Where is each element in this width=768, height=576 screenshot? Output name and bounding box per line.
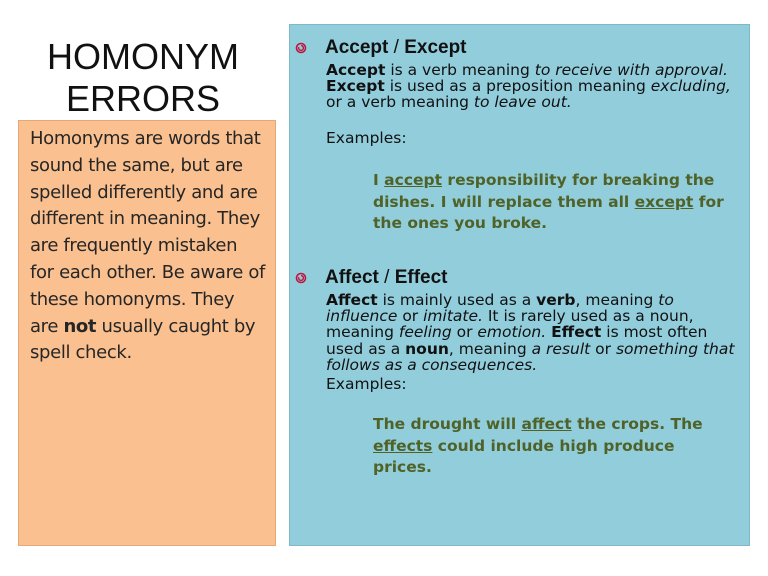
def-italic: to influence — [326, 291, 674, 326]
example-underlined-word: effects — [373, 436, 433, 455]
example-text: The drought will — [373, 415, 522, 433]
example-accept-except — [373, 170, 733, 235]
def-bold: verb — [536, 291, 576, 309]
example-text: for the ones you broke. — [373, 192, 724, 232]
example-text: could include high produce prices. — [373, 436, 675, 476]
example-text: responsibility for breaking the dishes. I will replace them all — [373, 171, 715, 211]
example-text: the crops. The — [571, 415, 703, 433]
def-italic: to receive with approval. — [534, 61, 728, 79]
def-term-affect: Affect — [326, 291, 378, 309]
def-text: or — [451, 323, 478, 342]
heading-effect: Effect — [394, 267, 448, 288]
slide-title-line1: HOMONYM — [47, 36, 239, 77]
def-text: is most often used as a — [326, 323, 708, 358]
def-text: , meaning — [448, 339, 532, 358]
intro-panel — [18, 120, 276, 546]
example-underlined-word: except — [634, 192, 694, 211]
heading-affect: Affect — [325, 267, 379, 288]
def-text: is mainly used as a — [377, 291, 537, 309]
def-italic: a result — [531, 339, 591, 358]
def-text: or — [590, 339, 616, 358]
def-term-effect: Effect — [551, 323, 602, 342]
definition-affect-effect — [326, 292, 740, 373]
heading-except: Except — [404, 37, 467, 58]
def-italic: feeling — [398, 323, 452, 342]
def-italic: to leave out. — [473, 93, 572, 112]
slide-title — [18, 36, 268, 120]
def-text: is a verb meaning — [385, 61, 535, 79]
example-underlined-word: accept — [384, 171, 443, 189]
examples-label: Examples: — [326, 129, 407, 147]
def-italic: something that follows as a consequences. — [326, 339, 735, 374]
intro-text-end: usually caught by spell check. — [30, 315, 256, 364]
example-underlined-word: affect — [521, 415, 572, 433]
def-italic: excluding, — [650, 77, 731, 96]
def-text: or a verb meaning — [326, 93, 474, 112]
def-text: , meaning — [575, 291, 659, 309]
spiral-bullet-icon — [294, 271, 308, 285]
spiral-bullet-icon — [294, 41, 308, 55]
def-term-except: Except — [326, 77, 385, 96]
content-panel — [289, 24, 750, 546]
def-italic: imitate. — [423, 307, 483, 326]
intro-text-bold: not — [63, 315, 97, 337]
heading-affect-effect — [325, 267, 447, 289]
heading-accept-except — [325, 37, 467, 59]
intro-text — [30, 126, 265, 367]
examples-label: Examples: — [326, 375, 407, 393]
intro-text-start: Homonyms are words that sound the same, but are spelled differently and are different in meaning. They are frequently mistaken for each other. Be aware of these homonyms. They are — [30, 128, 265, 337]
def-term-accept: Accept — [326, 61, 386, 79]
heading-accept: Accept — [325, 37, 389, 58]
definition-accept-except — [326, 62, 740, 111]
example-text: I — [373, 171, 385, 189]
def-text: is used as a preposition meaning — [384, 77, 651, 96]
example-affect-effect — [373, 414, 733, 479]
def-text: or — [397, 307, 424, 326]
heading-separator: / — [378, 267, 395, 288]
slide-title-line2: ERRORS — [65, 78, 221, 119]
heading-separator: / — [388, 37, 405, 58]
def-italic: emotion. — [477, 323, 547, 342]
def-bold: noun — [405, 339, 449, 358]
def-text: It is rarely used as a noun, meaning — [326, 307, 694, 342]
